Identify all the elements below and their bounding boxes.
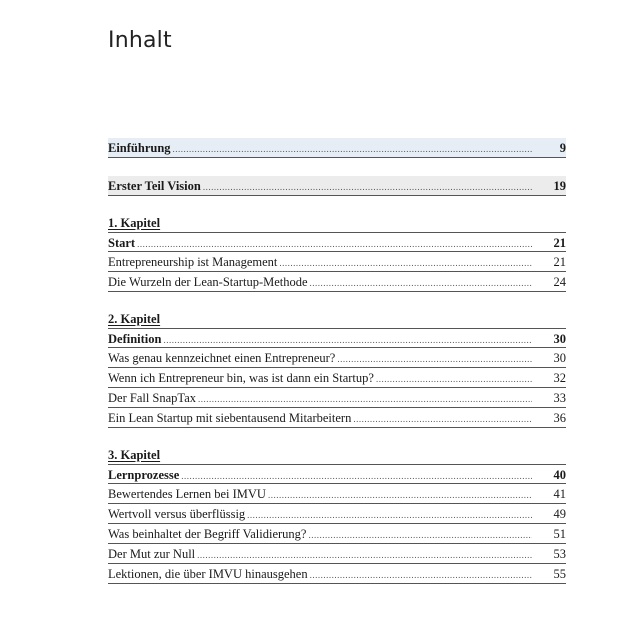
toc-entry-page: 32 — [553, 371, 566, 385]
page-title: Inhalt — [108, 28, 172, 53]
toc-entry-page: 51 — [553, 527, 566, 541]
toc-entry-page: 21 — [553, 255, 566, 269]
dot-leader — [337, 349, 532, 369]
toc-entry-title: Ein Lean Startup mit siebentausend Mitarbeitern — [108, 411, 352, 425]
toc-entry-title: Lernprozesse — [108, 468, 180, 482]
dot-leader — [203, 177, 532, 197]
section-gap — [108, 292, 566, 310]
toc-entry-page: 33 — [553, 391, 566, 405]
toc-entry-page: 19 — [553, 179, 566, 193]
toc-entry-title: Wertvoll versus überflüssig — [108, 507, 246, 521]
toc-entry-title: Bewertendes Lernen bei IMVU — [108, 487, 266, 501]
dot-leader — [181, 466, 532, 486]
dot-leader — [353, 409, 532, 429]
dot-leader — [376, 369, 532, 389]
toc-entry-page: 24 — [553, 275, 566, 289]
toc-entry[interactable] — [108, 388, 566, 408]
toc-entry[interactable] — [108, 544, 566, 564]
toc-entry-title: Einführung — [108, 141, 171, 155]
toc-entry[interactable] — [108, 348, 566, 368]
toc-entry-title: Wenn ich Entrepreneur bin, was ist dann ein Startup? — [108, 371, 374, 385]
toc-entry-title: Die Wurzeln der Lean-Startup-Methode — [108, 275, 308, 289]
toc-entry-title: Der Fall SnapTax — [108, 391, 196, 405]
toc-entry[interactable] — [108, 272, 566, 292]
toc-entry-page: 41 — [553, 487, 566, 501]
toc-entry-page: 21 — [553, 236, 566, 250]
dot-leader — [247, 505, 532, 525]
dot-leader — [310, 273, 532, 293]
toc-entry-title: Definition — [108, 332, 162, 346]
toc-entry-title: Start — [108, 236, 136, 250]
toc-entry[interactable] — [108, 232, 566, 252]
toc-entry-title: Was genau kennzeichnet einen Entrepreneur? — [108, 351, 336, 365]
dot-leader — [197, 545, 532, 565]
toc-entry-page: 30 — [553, 351, 566, 365]
toc-entry[interactable] — [108, 464, 566, 484]
toc-entry-title: Lektionen, die über IMVU hinausgehen — [108, 567, 308, 581]
toc-entry[interactable] — [108, 252, 566, 272]
section-gap — [108, 428, 566, 446]
toc-entry[interactable] — [108, 368, 566, 388]
dot-leader — [268, 485, 532, 505]
toc-entry[interactable] — [108, 484, 566, 504]
toc-entry-title: Erster Teil Vision — [108, 179, 201, 193]
toc-entry-page: 36 — [553, 411, 566, 425]
table-of-contents — [108, 138, 566, 584]
toc-entry-page: 53 — [553, 547, 566, 561]
toc-entry[interactable] — [108, 524, 566, 544]
toc-entry[interactable] — [108, 176, 566, 196]
toc-entry[interactable] — [108, 138, 566, 158]
toc-entry-page: 30 — [553, 332, 566, 346]
chapter-label: 3. Kapitel — [108, 448, 161, 462]
dot-leader — [198, 389, 532, 409]
toc-entry-page: 9 — [559, 141, 566, 155]
chapter-label: 2. Kapitel — [108, 312, 161, 326]
dot-leader — [279, 253, 532, 273]
dot-leader — [310, 565, 532, 585]
toc-entry-title: Was beinhaltet der Begriff Validierung? — [108, 527, 307, 541]
toc-entry-title: Der Mut zur Null — [108, 547, 196, 561]
dot-leader — [163, 330, 532, 350]
toc-entry-page: 55 — [553, 567, 566, 581]
chapter-label: 1. Kapitel — [108, 216, 161, 230]
dot-leader — [308, 525, 532, 545]
toc-entry-title: Entrepreneurship ist Management — [108, 255, 278, 269]
dot-leader — [137, 234, 532, 254]
toc-entry-page: 49 — [553, 507, 566, 521]
toc-entry[interactable] — [108, 408, 566, 428]
section-gap — [108, 196, 566, 214]
toc-entry-page: 40 — [553, 468, 566, 482]
toc-entry[interactable] — [108, 328, 566, 348]
toc-entry[interactable] — [108, 564, 566, 584]
toc-entry[interactable] — [108, 504, 566, 524]
section-gap — [108, 158, 566, 176]
dot-leader — [173, 139, 532, 159]
